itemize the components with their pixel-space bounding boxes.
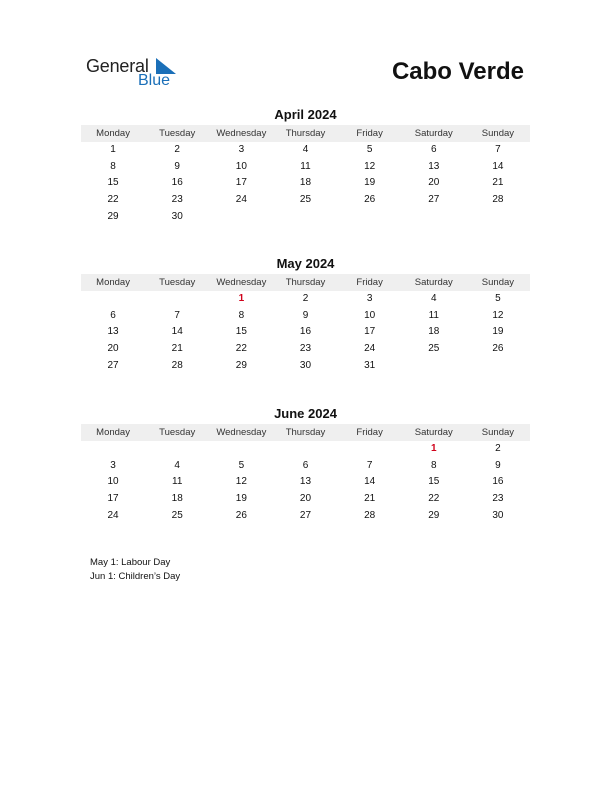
month-title: May 2024: [276, 256, 335, 271]
day-cell: 22: [235, 343, 247, 355]
day-cell: 2: [495, 443, 501, 454]
day-cell: 30: [492, 509, 504, 521]
day-cell: 24: [107, 509, 119, 521]
week-row: [81, 474, 530, 491]
day-cell: 27: [299, 509, 312, 521]
weekday-label: Wednesday: [216, 427, 267, 438]
day-cell: 8: [238, 309, 245, 321]
day-cell: 16: [171, 177, 183, 189]
day-cell: 25: [428, 343, 440, 355]
weekday-label: Saturday: [414, 128, 453, 139]
weekday-header: [81, 274, 530, 291]
day-cell: 28: [171, 359, 183, 371]
day-cell: 15: [107, 177, 119, 189]
day-cell: 20: [428, 177, 440, 189]
day-cell: [145, 291, 209, 308]
day-cell: [402, 209, 466, 226]
day-cell: 13: [299, 476, 312, 488]
day-cell: 22: [107, 194, 119, 206]
day-cell: 2: [302, 293, 309, 304]
day-cell: 6: [110, 309, 116, 321]
weekday-label: Wednesday: [216, 277, 267, 288]
day-cell: 26: [364, 194, 376, 206]
weekday-label: Sunday: [481, 277, 515, 288]
weekday-label: Monday: [96, 427, 130, 438]
day-cell: 18: [171, 493, 183, 505]
day-cell: 14: [364, 476, 376, 488]
week-row: [81, 491, 530, 508]
weekday-label: Thursday: [285, 277, 326, 288]
holiday-notes: [90, 556, 180, 584]
day-cell: 18: [428, 326, 440, 338]
day-cell: 4: [302, 144, 309, 155]
day-cell: 30: [171, 210, 183, 222]
day-cell: 5: [366, 144, 373, 155]
day-cell: 30: [299, 359, 312, 371]
day-cell: 23: [171, 194, 183, 206]
day-cell: 5: [238, 459, 245, 471]
day-cell: 24: [364, 343, 376, 355]
weekday-label: Thursday: [285, 427, 326, 438]
day-cell: 31: [364, 359, 376, 371]
week-row: [81, 192, 530, 209]
week-row: [81, 508, 530, 525]
week-row: [81, 441, 530, 458]
day-cell: 21: [492, 177, 504, 189]
day-cell: 28: [364, 509, 376, 521]
weekday-label: Monday: [96, 277, 130, 288]
day-cell: 23: [299, 343, 312, 355]
day-cell: 13: [428, 160, 440, 172]
day-cell: 3: [110, 459, 116, 471]
weekday-header: [81, 424, 530, 441]
day-cell: 15: [428, 476, 440, 488]
day-cell: 14: [171, 326, 183, 338]
country-title: Cabo Verde: [391, 58, 524, 85]
day-cell: 5: [495, 293, 501, 304]
day-cell: [81, 291, 145, 308]
day-cell: 7: [495, 144, 501, 155]
day-cell: 27: [107, 359, 119, 371]
day-cell: 29: [235, 359, 247, 371]
day-cell: 10: [107, 476, 119, 488]
day-cell: [209, 209, 273, 226]
day-cell: 15: [235, 326, 247, 338]
day-cell: 26: [492, 343, 504, 355]
month-april: [81, 107, 530, 225]
day-cell: 11: [172, 476, 183, 488]
day-cell: 11: [300, 160, 311, 172]
day-cell: 8: [110, 160, 116, 172]
day-cell: [145, 441, 209, 458]
day-cell: 25: [171, 509, 183, 521]
weekday-label: Tuesday: [159, 277, 196, 288]
day-cell: 6: [430, 144, 437, 155]
week-row: [81, 341, 530, 358]
day-cell: 2: [174, 144, 180, 155]
weekday-label: Tuesday: [159, 128, 196, 139]
week-row: [81, 458, 530, 475]
logo-blue-text: Blue: [138, 72, 171, 89]
day-cell: 7: [174, 309, 180, 321]
day-cell: 7: [366, 459, 373, 471]
weekday-label: Sunday: [481, 128, 515, 139]
day-cell: 12: [235, 476, 247, 488]
holiday-note: May 1: Labour Day: [90, 557, 171, 568]
weekday-label: Monday: [96, 128, 130, 139]
day-cell: 19: [364, 177, 376, 189]
week-row: [81, 209, 530, 226]
day-cell: [466, 209, 530, 226]
day-cell: 8: [430, 459, 437, 471]
day-cell: 17: [235, 177, 247, 189]
week-row: [81, 291, 530, 308]
day-cell: 1: [110, 144, 116, 155]
holiday-note: Jun 1: Children’s Day: [90, 571, 181, 582]
week-row: [81, 159, 530, 176]
day-cell: 4: [430, 293, 437, 304]
weekday-label: Friday: [356, 277, 383, 288]
day-cell: 16: [299, 326, 312, 338]
day-cell: [338, 209, 402, 226]
month-title: June 2024: [274, 406, 337, 421]
week-row: [81, 358, 530, 375]
day-cell: 20: [107, 343, 119, 355]
day-cell: 21: [364, 493, 376, 505]
day-cell: 12: [492, 309, 504, 321]
day-cell: 25: [299, 194, 312, 206]
day-cell: 9: [302, 309, 309, 321]
day-cell: [273, 441, 337, 458]
week-row: [81, 142, 530, 159]
day-cell: 29: [107, 210, 119, 222]
day-cell: 10: [235, 160, 247, 172]
day-cell: 6: [302, 459, 309, 471]
weekday-label: Saturday: [414, 277, 453, 288]
day-cell: [81, 441, 145, 458]
weekday-label: Saturday: [414, 427, 453, 438]
day-cell: 22: [428, 493, 440, 505]
day-cell: 19: [492, 326, 504, 338]
day-cell: 12: [364, 160, 376, 172]
weekday-label: Friday: [356, 427, 383, 438]
day-cell: 17: [107, 493, 119, 505]
weekday-label: Wednesday: [216, 128, 267, 139]
day-cell: 3: [366, 293, 373, 304]
holiday-day-cell: 1: [238, 293, 245, 304]
holiday-day-cell: 1: [430, 443, 437, 454]
day-cell: 3: [238, 144, 245, 155]
day-cell: 28: [492, 194, 504, 206]
weekday-label: Tuesday: [159, 427, 196, 438]
month-title: April 2024: [274, 107, 337, 122]
day-cell: [466, 358, 530, 375]
day-cell: 18: [299, 177, 312, 189]
day-cell: 20: [299, 493, 312, 505]
week-row: [81, 175, 530, 192]
day-cell: 17: [364, 326, 376, 338]
day-cell: 16: [492, 476, 504, 488]
day-cell: 4: [174, 459, 180, 471]
weekday-label: Friday: [356, 128, 383, 139]
day-cell: 19: [235, 493, 247, 505]
month-june: [81, 406, 530, 524]
day-cell: 14: [492, 160, 504, 172]
logo-general-text: General: [86, 56, 149, 76]
day-cell: [273, 209, 337, 226]
day-cell: 23: [492, 493, 504, 505]
day-cell: [402, 358, 466, 375]
weekday-label: Sunday: [481, 427, 515, 438]
generalblue-logo: [86, 56, 186, 92]
day-cell: [338, 441, 402, 458]
day-cell: 9: [495, 459, 501, 471]
day-cell: 21: [171, 343, 183, 355]
day-cell: 13: [107, 326, 119, 338]
day-cell: 9: [174, 160, 180, 172]
month-may: [81, 256, 530, 374]
weekday-header: [81, 125, 530, 142]
day-cell: 26: [235, 509, 247, 521]
weekday-label: Thursday: [285, 128, 326, 139]
day-cell: 11: [428, 309, 439, 321]
week-row: [81, 324, 530, 341]
day-cell: 10: [364, 309, 376, 321]
day-cell: 24: [235, 194, 247, 206]
week-row: [81, 308, 530, 325]
day-cell: 27: [428, 194, 440, 206]
day-cell: 29: [428, 509, 440, 521]
day-cell: [209, 441, 273, 458]
